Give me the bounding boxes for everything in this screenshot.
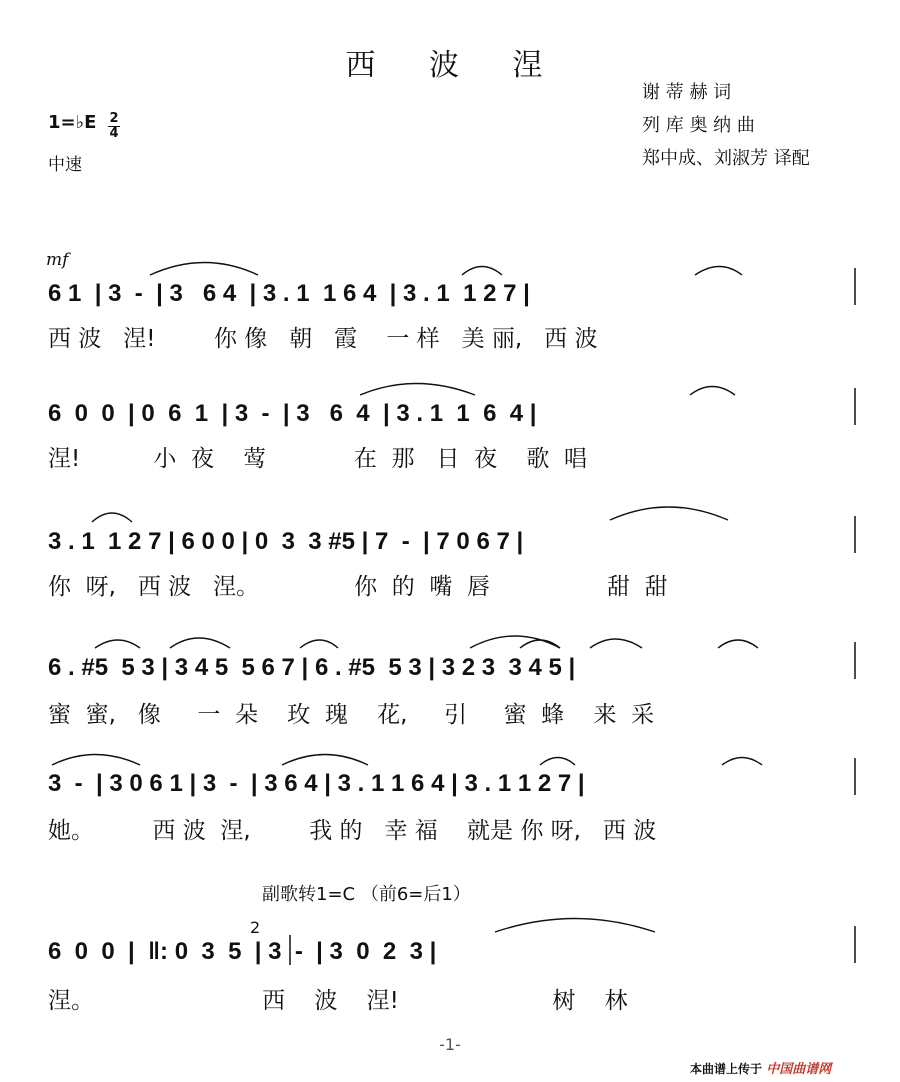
notation-row-4: 6 . #5 5 3 | 3 4 5 5 6 7 | 6 . #5 5 3 | 3 2 3 3 4 5 | — [48, 654, 576, 681]
notation-row-3: 3 . 1 1 2 7 | 6 0 0 | 0 3 3 #5 | 7 - | 7 0 6 7 | — [48, 528, 524, 555]
slur — [300, 640, 338, 648]
arranger-credit: 郑中成、刘淑芳 译配 — [642, 148, 810, 169]
lyricist-credit: 谢 蒂 赫 词 — [642, 82, 732, 103]
notation-row-5: 3 - | 3 0 6 1 | 3 - | 3 6 4 | 3 . 1 1 6 4 | 3 . 1 1 2 7 | — [48, 770, 585, 797]
slur — [360, 384, 475, 396]
slur — [540, 758, 575, 766]
slur — [495, 919, 655, 933]
slur — [520, 640, 560, 648]
slur — [52, 755, 140, 766]
site-logo: 中国曲谱网 — [766, 1062, 832, 1077]
lyrics-row-5: 她。 西 波 涅, 我 的 幸 福 就是 你 呀, 西 波 — [48, 818, 657, 844]
lyrics-row-1: 西 波 涅! 你 像 朝 霞 一 样 美 丽, 西 波 — [48, 326, 598, 352]
lyrics-row-6: 涅。 西 波 涅! 树 林 — [48, 988, 628, 1014]
volta-number: 2 — [250, 918, 261, 937]
slur — [695, 267, 742, 276]
notation-row-6: 6 0 0 | ‖: 0 3 5 | 3 - | 3 0 2 3 | — [48, 938, 437, 965]
slur — [470, 636, 560, 648]
lyrics-row-2: 涅! 小 夜 莺 在 那 日 夜 歌 唱 — [48, 446, 587, 472]
time-signature-top: 2 — [109, 111, 119, 126]
slur — [718, 640, 758, 648]
footer-prefix: 本曲谱上传于 — [690, 1062, 763, 1076]
slur — [462, 267, 502, 276]
slur — [690, 387, 735, 396]
dynamics-marking: mf — [46, 250, 69, 270]
lyrics-row-3: 你 呀, 西 波 涅。 你 的 嘴 唇 甜 甜 — [48, 574, 668, 600]
time-signature-bottom: 4 — [109, 126, 119, 141]
chorus-key-change: 副歌转1=C （前6=后1） — [262, 884, 471, 905]
tempo-marking: 中速 — [48, 155, 82, 175]
notation-row-1: 6 1 | 3 - | 3 6 4 | 3 . 1 1 6 4 | 3 . 1 1 2 7 | — [48, 280, 530, 307]
slur — [170, 638, 230, 648]
slur — [610, 507, 728, 520]
slur — [590, 639, 642, 648]
slur — [92, 513, 132, 522]
page-number: -1- — [439, 1035, 461, 1054]
source-footer — [690, 1058, 831, 1077]
composer-credit: 列 库 奥 纳 曲 — [642, 115, 755, 136]
song-title: 西 波 涅 — [345, 48, 565, 83]
slur — [722, 758, 762, 766]
slur — [150, 263, 258, 276]
lyrics-row-4: 蜜 蜜, 像 一 朵 玫 瑰 花, 引 蜜 蜂 来 采 — [48, 702, 655, 728]
slur — [95, 640, 140, 648]
notation-row-2: 6 0 0 | 0 6 1 | 3 - | 3 6 4 | 3 . 1 1 6 4 | — [48, 400, 537, 427]
slur — [282, 755, 368, 766]
key-signature: 1=♭E — [48, 112, 97, 133]
